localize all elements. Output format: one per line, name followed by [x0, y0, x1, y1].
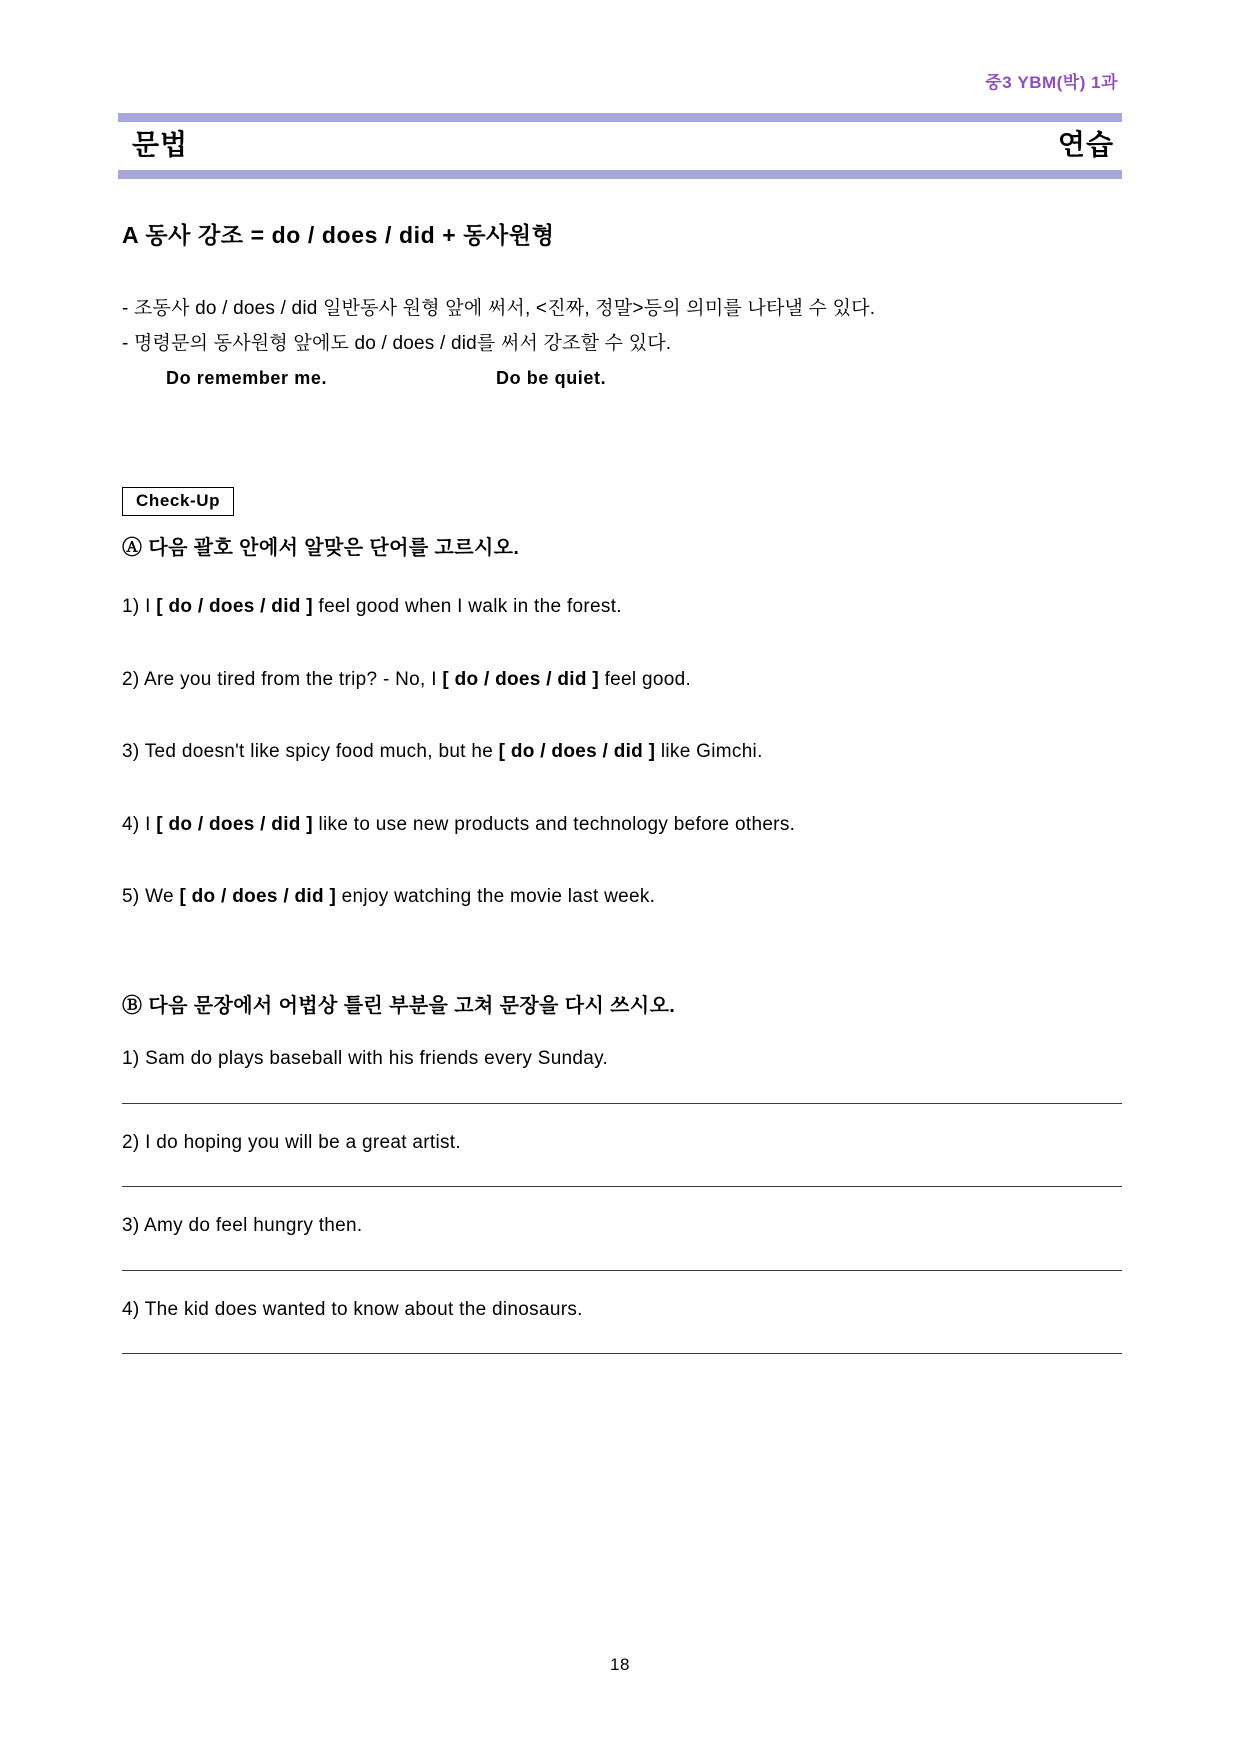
- question-text-before: Are you tired from the trip? - No, I: [144, 668, 443, 690]
- question-number: 1): [122, 1047, 140, 1069]
- rule-line: - 조동사 do / does / did 일반동사 원형 앞에 써서, <진짜, 정말>등의 의미를 나타낼 수 있다.: [122, 297, 876, 319]
- question-item: [122, 812, 1122, 839]
- question-list-a: [118, 594, 1122, 911]
- running-head: 중3 YBM(박) 1과: [985, 73, 1118, 92]
- question-item: [122, 1046, 1122, 1073]
- question-number: 4): [122, 1298, 140, 1320]
- title-band: [118, 113, 1122, 179]
- question-choice[interactable]: [ do / does / did ]: [498, 741, 656, 763]
- question-item: [122, 1213, 1122, 1240]
- question-text-after: enjoy watching the movie last week.: [336, 886, 656, 908]
- question-text-before: I: [145, 596, 157, 618]
- question-text-after: like to use new products and technology before others.: [312, 813, 796, 835]
- answer-line[interactable]: [122, 1186, 1122, 1187]
- question-text-after: feel good when I walk in the forest.: [312, 596, 622, 618]
- question-choice[interactable]: [ do / does / did ]: [179, 886, 337, 908]
- question-number: 4): [122, 813, 140, 835]
- question-number: 3): [122, 741, 140, 763]
- question-text: I do hoping you will be a great artist.: [145, 1131, 461, 1153]
- question-text: Amy do feel hungry then.: [144, 1215, 363, 1237]
- title-row: [118, 122, 1122, 170]
- question-item: [122, 884, 1122, 911]
- question-text-before: Ted doesn't like spicy food much, but he: [144, 741, 499, 763]
- question-number: 1): [122, 596, 140, 618]
- question-text-after: feel good.: [599, 668, 692, 690]
- question-choice[interactable]: [ do / does / did ]: [442, 668, 599, 690]
- question-list-b: [118, 1046, 1122, 1354]
- checkup-label: Check-Up: [122, 487, 234, 516]
- checkup-section: [118, 487, 1122, 516]
- answer-line[interactable]: [122, 1353, 1122, 1354]
- prompt-b: Ⓑ 다음 문장에서 어법상 틀린 부분을 고쳐 문장을 다시 쓰시오.: [122, 994, 676, 1017]
- rule-line: - 명령문의 동사원형 앞에도 do / does / did를 써서 강조할 수 있다.: [122, 333, 672, 355]
- question-number: 3): [122, 1215, 140, 1237]
- page-title-secondary: 연습: [1057, 129, 1114, 160]
- question-item: [122, 739, 1122, 766]
- question-item: [122, 667, 1122, 694]
- example-sentence: Do remember me.: [166, 368, 328, 389]
- question-choice[interactable]: [ do / does / did ]: [156, 813, 313, 835]
- band-rule-top: [118, 113, 1122, 122]
- question-number: 2): [122, 1131, 140, 1153]
- question-item: [122, 1130, 1122, 1157]
- prompt-a: Ⓐ 다음 괄호 안에서 알맞은 단어를 고르시오.: [122, 537, 520, 560]
- band-rule-bottom: [118, 170, 1122, 179]
- answer-line[interactable]: [122, 1103, 1122, 1104]
- question-text: Sam do plays baseball with his friends every Sunday.: [145, 1047, 609, 1069]
- question-text-after: like Gimchi.: [655, 741, 763, 763]
- example-row: [122, 368, 1122, 389]
- question-text-before: I: [145, 813, 157, 835]
- example-sentence: Do be quiet.: [496, 368, 607, 389]
- page-number: 18: [610, 1655, 630, 1674]
- question-number: 2): [122, 668, 140, 690]
- page-title: 문법: [132, 129, 189, 160]
- question-choice[interactable]: [ do / does / did ]: [156, 596, 313, 618]
- section-a-heading: A 동사 강조 = do / does / did + 동사원형: [122, 221, 555, 248]
- question-text-before: We: [145, 886, 180, 908]
- question-item: [122, 594, 1122, 621]
- question-text: The kid does wanted to know about the dinosaurs.: [144, 1298, 583, 1320]
- question-item: [122, 1297, 1122, 1324]
- page-content: [118, 0, 1122, 1380]
- question-number: 5): [122, 886, 140, 908]
- rules-list: [118, 294, 1122, 390]
- answer-line[interactable]: [122, 1270, 1122, 1271]
